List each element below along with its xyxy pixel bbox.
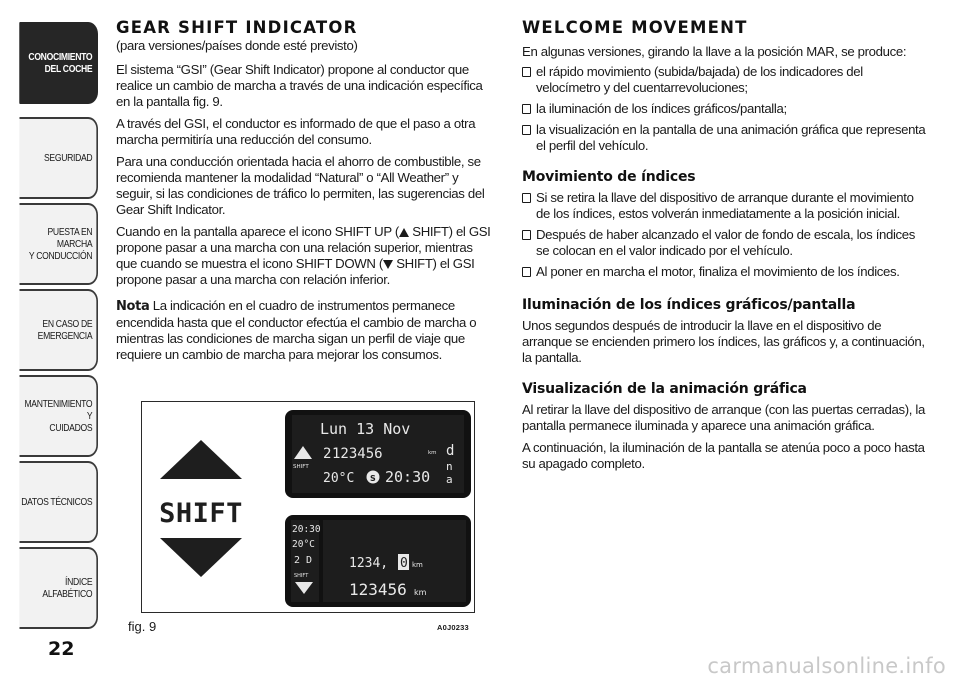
paragraph: A continuación, la iluminación de la pantalla se atenúa poco a poco hasta su apagado completo. xyxy=(522,440,925,471)
list-item xyxy=(522,227,927,259)
bullet-list xyxy=(522,190,927,280)
eco-mode-glyph: S xyxy=(370,474,376,483)
section-title: WELCOME MOVEMENT xyxy=(522,18,748,37)
tab-conocimiento-del-coche[interactable] xyxy=(19,22,98,104)
display-trip-unit: km xyxy=(412,561,423,569)
display-odometer-unit: km xyxy=(414,588,427,597)
list-item-text: Después de haber alcanzado el valor de fondo de escala, los índices se colocan en el valor indicado por el vehículo. xyxy=(536,227,916,258)
display-gear-letter: a xyxy=(446,473,453,486)
right-column xyxy=(522,18,927,478)
tab-label: PUESTA EN MARCHA xyxy=(47,226,93,250)
tab-label: SEGURIDAD xyxy=(44,152,93,164)
section-title: GEAR SHIFT INDICATOR xyxy=(116,18,358,37)
shift-up-arrow-icon xyxy=(160,440,242,479)
paragraph xyxy=(116,224,496,288)
watermark: carmanualsonline.info xyxy=(707,654,946,678)
display-gear-letter: d xyxy=(446,443,455,459)
note-paragraph xyxy=(116,298,496,363)
checkbox-bullet-icon xyxy=(522,267,531,277)
shift-indicator-panel xyxy=(159,440,243,577)
cluster-display-bottom xyxy=(285,515,471,607)
list-item xyxy=(522,264,927,280)
list-item-text: el rápido movimiento (subida/bajada) de los indicadores del velocímetro y del cuentarrevoluciones; xyxy=(536,64,863,95)
small-shift-label: SHIFT xyxy=(294,573,309,579)
paragraph: El sistema “GSI” (Gear Shift Indicator) propone al conductor que realice un cambio de marcha a través de una indicación específica en la pantalla fig. 9. xyxy=(116,62,483,109)
display-gear: 2 D xyxy=(294,555,313,566)
list-item-text: Al poner en marcha el motor, finaliza el movimiento de los índices. xyxy=(536,264,900,279)
paragraph: Para una conducción orientada hacia el ahorro de combustible, se recomienda mantener la modalidad “Natural” o “All Weather” y seguir, si las condiciones de tráfico lo permiten, las sugerencias del Gear Shift Indicator. xyxy=(116,154,485,217)
display-date: Lun 13 Nov xyxy=(320,420,411,438)
section-subtitle: (para versiones/países donde esté previsto) xyxy=(116,38,358,53)
shift-up-icon xyxy=(399,228,409,237)
cluster-display-top xyxy=(285,410,471,498)
paragraph: Al retirar la llave del dispositivo de arranque (con las puertas cerradas), la pantalla permanece iluminada y aparece una animación gráfica. xyxy=(522,402,925,433)
display-odometer-unit: km xyxy=(428,450,437,456)
paragraph-text: SHIFT) el GSI propone pasar a una marcha con una relación superior, mientras que cuando se muestra el icono SHIFT DOWN ( xyxy=(116,224,491,271)
figure-9-gsi-display xyxy=(141,401,475,613)
tab-label: CUIDADOS xyxy=(49,422,93,434)
display-odometer: 123456 xyxy=(332,446,383,462)
paragraph: En algunas versiones, girando la llave a la posición MAR, se produce: xyxy=(522,44,907,59)
display-temperature: 20°C xyxy=(292,539,315,550)
tab-puesta-en-marcha[interactable] xyxy=(19,203,98,285)
figure-code: A0J0233 xyxy=(437,623,469,632)
display-trip: 1234, xyxy=(349,556,389,571)
checkbox-bullet-icon xyxy=(522,193,531,203)
paragraph: A través del GSI, el conductor es informado de que el paso a otra marcha permitiría una reducción del consumo. xyxy=(116,116,476,147)
list-item-text: la iluminación de los índices gráficos/pantalla; xyxy=(536,101,787,116)
tab-label: DEL COCHE xyxy=(44,63,93,75)
bullet-list xyxy=(522,64,927,154)
gsi-illustration xyxy=(142,402,474,612)
list-item xyxy=(522,64,927,96)
small-shift-label: SHIFT xyxy=(293,464,309,470)
tab-label: EN CASO DE xyxy=(42,318,93,330)
tab-label: MANTENIMIENTO Y xyxy=(24,398,93,422)
display-trip-decimal: 0 xyxy=(400,556,408,571)
paragraph-text: SHIFT) el GSI propone pasar a una marcha con relación inferior. xyxy=(116,256,475,287)
checkbox-bullet-icon xyxy=(522,67,531,77)
list-item xyxy=(522,122,927,154)
display-odometer: 123456 xyxy=(349,580,407,599)
note-text: La indicación en el cuadro de instrumentos permanece encendida hasta que el conductor efectúa el cambio de marcha o mientras las condiciones de marcha sigan un perfil de viaje que requiere un cambio de marcha para mejorar los consumos. xyxy=(116,298,477,362)
tab-seguridad[interactable] xyxy=(19,117,98,199)
tab-label: DATOS TÉCNICOS xyxy=(21,496,93,508)
subsection-heading: Visualización de la animación gráfica xyxy=(522,381,807,397)
tab-label: CONOCIMIENTO xyxy=(28,51,93,63)
list-item-text: Si se retira la llave del dispositivo de arranque durante el movimiento de los índices, estos volverán inmediatamente a la posición inicial. xyxy=(536,190,914,221)
page-number: 22 xyxy=(48,638,75,660)
display-gear-number: 2 xyxy=(323,446,332,462)
shift-down-icon xyxy=(383,260,393,269)
tab-mantenimiento[interactable] xyxy=(19,375,98,457)
tab-label: EMERGENCIA xyxy=(37,330,93,342)
checkbox-bullet-icon xyxy=(522,104,531,114)
left-column xyxy=(116,18,496,369)
display-gear-letter: n xyxy=(446,460,453,473)
subsection-heading: Iluminación de los índices gráficos/pantalla xyxy=(522,297,856,313)
shift-label: SHIFT xyxy=(159,498,243,529)
tab-indice-alfabetico[interactable] xyxy=(19,547,98,629)
note-label: Nota xyxy=(116,299,150,314)
list-item-text: la visualización en la pantalla de una animación gráfica que representa el perfil del vehículo. xyxy=(536,122,926,153)
paragraph: Unos segundos después de introducir la llave en el dispositivo de arranque se encienden primero los índices, las gráficos y, a continuación, la pantalla. xyxy=(522,318,925,365)
checkbox-bullet-icon xyxy=(522,125,531,135)
figure-caption: fig. 9 xyxy=(128,619,157,634)
display-temperature: 20°C xyxy=(323,471,355,486)
list-item xyxy=(522,190,927,222)
tab-label: Y CONDUCCIÓN xyxy=(28,250,93,262)
tab-label: ÍNDICE ALFABÉTICO xyxy=(42,576,93,600)
subsection-heading: Movimiento de índices xyxy=(522,169,696,185)
paragraph-text: Cuando en la pantalla aparece el icono SHIFT UP ( xyxy=(116,224,399,239)
tab-en-caso-de-emergencia[interactable] xyxy=(19,289,98,371)
tab-datos-tecnicos[interactable] xyxy=(19,461,98,543)
shift-down-arrow-icon xyxy=(160,538,242,577)
display-time: 20:30 xyxy=(385,468,431,486)
checkbox-bullet-icon xyxy=(522,230,531,240)
display-time: 20:30 xyxy=(292,524,321,535)
list-item xyxy=(522,101,927,117)
